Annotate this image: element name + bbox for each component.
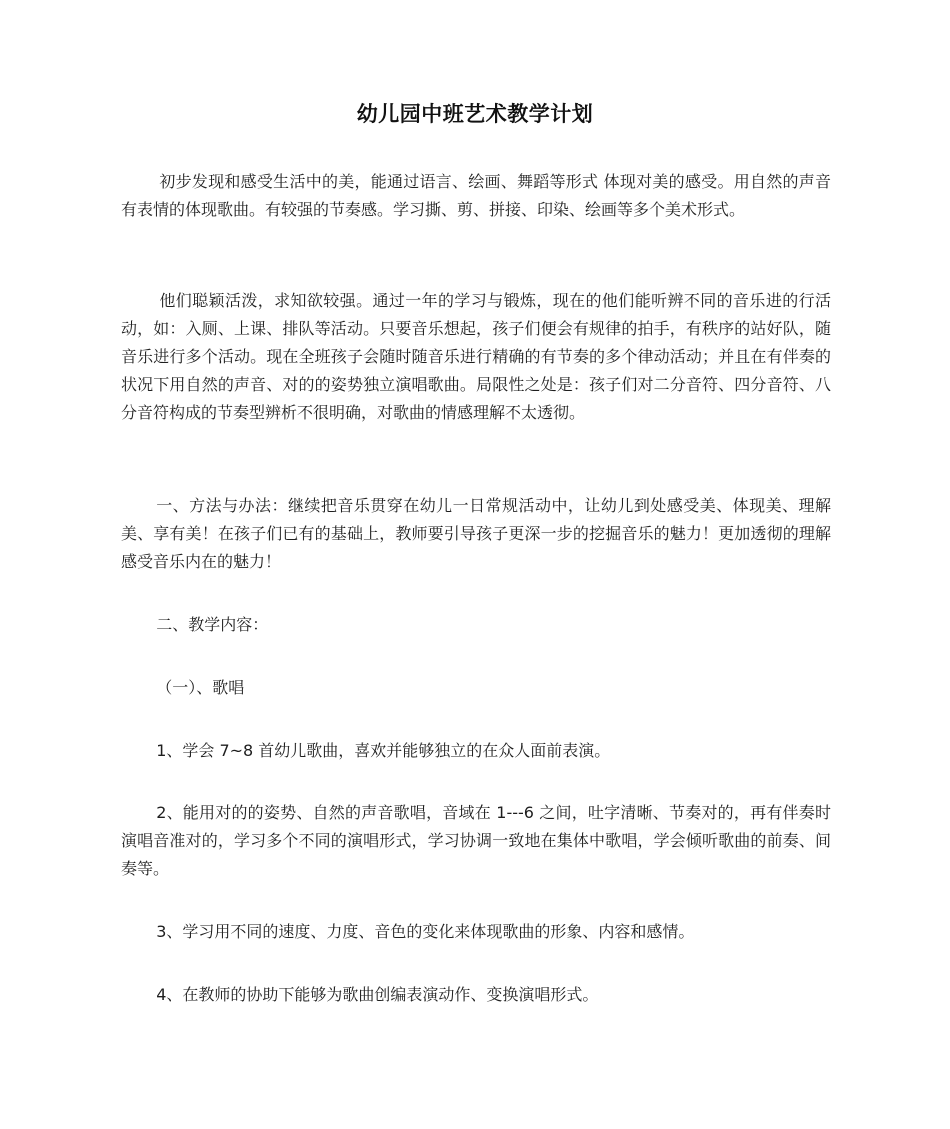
heading-teaching-content: 二、教学内容：: [156, 615, 269, 634]
document-title: 幼儿园中班艺术教学计划: [356, 102, 594, 126]
paragraph-intro: 初步发现和感受生活中的美，能通过语言、绘画、舞蹈等形式 体现对美的感受。用自然的声音有表情的体现歌曲。有较强的节奏感。学习撕、剪、拼接、印染、绘画等多个美术形式。: [121, 172, 831, 219]
list-item-3: 3、学习用不同的速度、力度、音色的变化来体现歌曲的形象、内容和感情。: [156, 922, 695, 941]
paragraph-methods: 一、方法与办法：继续把音乐贯穿在幼儿一日常规活动中，让幼儿到处感受美、体现美、理解美、享有美！在孩子们已有的基础上，教师要引导孩子更深一步的挖掘音乐的魅力！更加透彻的理解感受音乐内在的魅力！: [121, 496, 831, 571]
paragraph-class-status: 他们聪颖活泼，求知欲较强。通过一年的学习与锻炼，现在的他们能听辨不同的音乐进的行活动，如：入厕、上课、排队等活动。只要音乐想起，孩子们便会有规律的拍手，有秩序的站好队，随音乐进行多个活动。现在全班孩子会随时随音乐进行精确的有节奏的多个律动活动；并且在有伴奏的状况下用自然的声音、对的的姿势独立演唱歌曲。局限性之处是：孩子们对二分音符、四分音符、八分音符构成的节奏型辨析不很明确，对歌曲的情感理解不太透彻。: [121, 291, 831, 422]
list-item-2: 2、能用对的的姿势、自然的声音歌唱，音域在 1---6 之间，吐字清晰、节奏对的，再有伴奏时演唱音准对的，学习多个不同的演唱形式，学习协调一致地在集体中歌唱，学会倾听歌曲的前奏、间奏等。: [121, 803, 831, 878]
list-item-1: 1、学会 7~8 首幼儿歌曲，喜欢并能够独立的在众人面前表演。: [156, 741, 611, 760]
list-item-4: 4、在教师的协助下能够为歌曲创编表演动作、变换演唱形式。: [156, 985, 599, 1004]
heading-singing: （一）、歌唱: [156, 678, 245, 697]
